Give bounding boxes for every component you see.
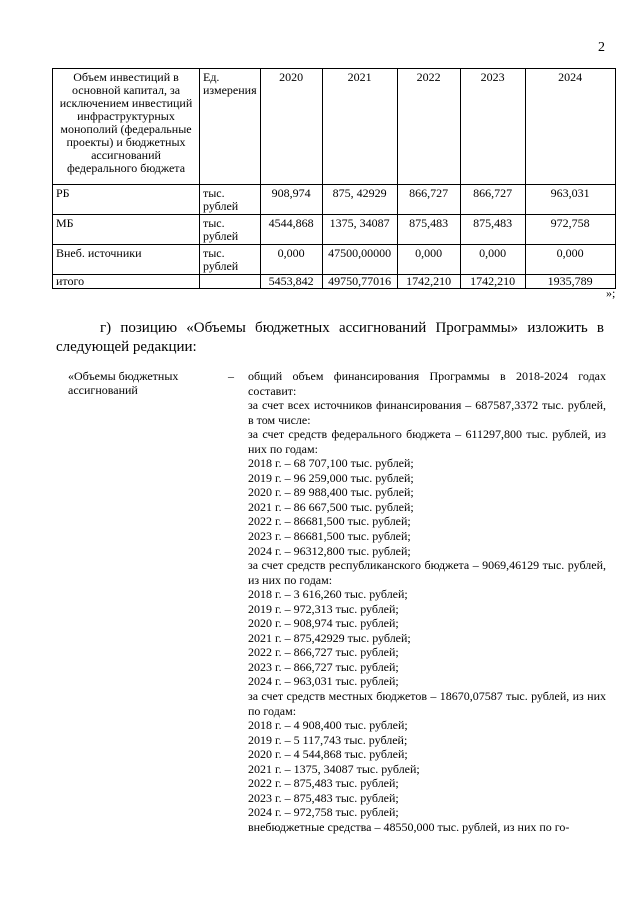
financing-line: 2022 г. – 875,483 тыс. рублей; <box>248 776 399 791</box>
header-unit: Ед. измерения <box>200 69 261 185</box>
financing-line: 2019 г. – 972,313 тыс. рублей; <box>248 601 399 616</box>
total-value: 1742,210 <box>460 275 525 289</box>
total-label: итого <box>53 275 200 289</box>
header-year-2023: 2023 <box>460 69 525 185</box>
financing-line: внебюджетные средства – 48550,000 тыс. рублей, из них по го- <box>248 819 570 834</box>
financing-line: 2020 г. – 908,974 тыс. рублей; <box>248 616 399 631</box>
table-row <box>53 185 616 215</box>
financing-line: 2023 г. – 866,727 тыс. рублей; <box>248 659 399 674</box>
row-name: МБ <box>53 215 200 245</box>
financing-line: за счет средств местных бюджетов – 18670,07587 тыс. рублей, из них по годам: <box>248 689 606 718</box>
cell-value: 1375, 34087 <box>322 215 397 245</box>
financing-line: 2022 г. – 86681,500 тыс. рублей; <box>248 514 411 529</box>
cell-value: 47500,00000 <box>322 245 397 275</box>
row-unit: тыс. рублей <box>200 245 261 275</box>
financing-line: 2020 г. – 89 988,400 тыс. рублей; <box>248 485 414 500</box>
cell-value: 0,000 <box>397 245 460 275</box>
total-value: 1742,210 <box>397 275 460 289</box>
financing-line: 2019 г. – 5 117,743 тыс. рублей; <box>248 732 408 747</box>
financing-line: общий объем финансирования Программы в 2018-2024 годах составит: <box>248 369 606 398</box>
amendment-paragraph: г) позицию «Объемы бюджетных ассигнований Программы» изложить в следующей редакции: <box>56 320 604 355</box>
cell-value: 866,727 <box>460 185 525 215</box>
header-year-2024: 2024 <box>525 69 615 185</box>
cell-value: 963,031 <box>525 185 615 215</box>
financing-line: за счет всех источников финансирования – 687587,3372 тыс. рублей, в том числе: <box>248 398 606 427</box>
financing-line: 2021 г. – 86 667,500 тыс. рублей; <box>248 499 414 514</box>
table-closing-quote: »; <box>606 286 616 300</box>
cell-value: 972,758 <box>525 215 615 245</box>
section-label: «Объемы бюджетных ассигнований <box>68 369 179 397</box>
investment-table <box>52 68 616 289</box>
financing-line: 2021 г. – 875,42929 тыс. рублей; <box>248 630 411 645</box>
cell-value: 0,000 <box>260 245 322 275</box>
financing-line: 2019 г. – 96 259,000 тыс. рублей; <box>248 470 414 485</box>
financing-line: 2020 г. – 4 544,868 тыс. рублей; <box>248 747 408 762</box>
table-row <box>53 215 616 245</box>
financing-line: 2018 г. – 3 616,260 тыс. рублей; <box>248 587 408 602</box>
total-value: 5453,842 <box>260 275 322 289</box>
financing-line: 2021 г. – 1375, 34087 тыс. рублей; <box>248 761 420 776</box>
cell-value: 0,000 <box>525 245 615 275</box>
cell-value: 4544,868 <box>260 215 322 245</box>
header-year-2021: 2021 <box>322 69 397 185</box>
total-value: 49750,77016 <box>322 275 397 289</box>
header-indicator: Объем инвестиций в основной капитал, за исключением инвестиций инфраструктурных монополий (федеральные проекты) и бюджетных ассигнований федерального бюджета <box>53 69 200 185</box>
label-dash: – <box>228 369 234 383</box>
row-unit: тыс. рублей <box>200 185 261 215</box>
financing-line: 2018 г. – 68 707,100 тыс. рублей; <box>248 456 414 471</box>
cell-value: 875,483 <box>460 215 525 245</box>
financing-line: 2018 г. – 4 908,400 тыс. рублей; <box>248 718 408 733</box>
financing-description <box>248 369 606 835</box>
header-year-2022: 2022 <box>397 69 460 185</box>
row-name: Внеб. источники <box>53 245 200 275</box>
financing-line: 2023 г. – 875,483 тыс. рублей; <box>248 790 399 805</box>
total-value: 1935,789 <box>525 275 615 289</box>
financing-line: 2024 г. – 96312,800 тыс. рублей; <box>248 543 411 558</box>
table-total-row <box>53 275 616 289</box>
total-unit <box>200 275 261 289</box>
financing-line: 2022 г. – 866,727 тыс. рублей; <box>248 645 399 660</box>
row-name: РБ <box>53 185 200 215</box>
cell-value: 866,727 <box>397 185 460 215</box>
financing-line: 2023 г. – 86681,500 тыс. рублей; <box>248 529 411 544</box>
financing-line: 2024 г. – 972,758 тыс. рублей; <box>248 805 399 820</box>
cell-value: 875,483 <box>397 215 460 245</box>
cell-value: 908,974 <box>260 185 322 215</box>
page-number: 2 <box>598 40 605 55</box>
header-year-2020: 2020 <box>260 69 322 185</box>
table-row <box>53 245 616 275</box>
table-header-row <box>53 69 616 185</box>
cell-value: 875, 42929 <box>322 185 397 215</box>
financing-line: за счет средств федерального бюджета – 611297,800 тыс. рублей, из них по годам: <box>248 427 606 456</box>
cell-value: 0,000 <box>460 245 525 275</box>
financing-line: 2024 г. – 963,031 тыс. рублей; <box>248 674 399 689</box>
row-unit: тыс. рублей <box>200 215 261 245</box>
financing-line: за счет средств республиканского бюджета – 9069,46129 тыс. рублей, из них по годам: <box>248 558 606 587</box>
